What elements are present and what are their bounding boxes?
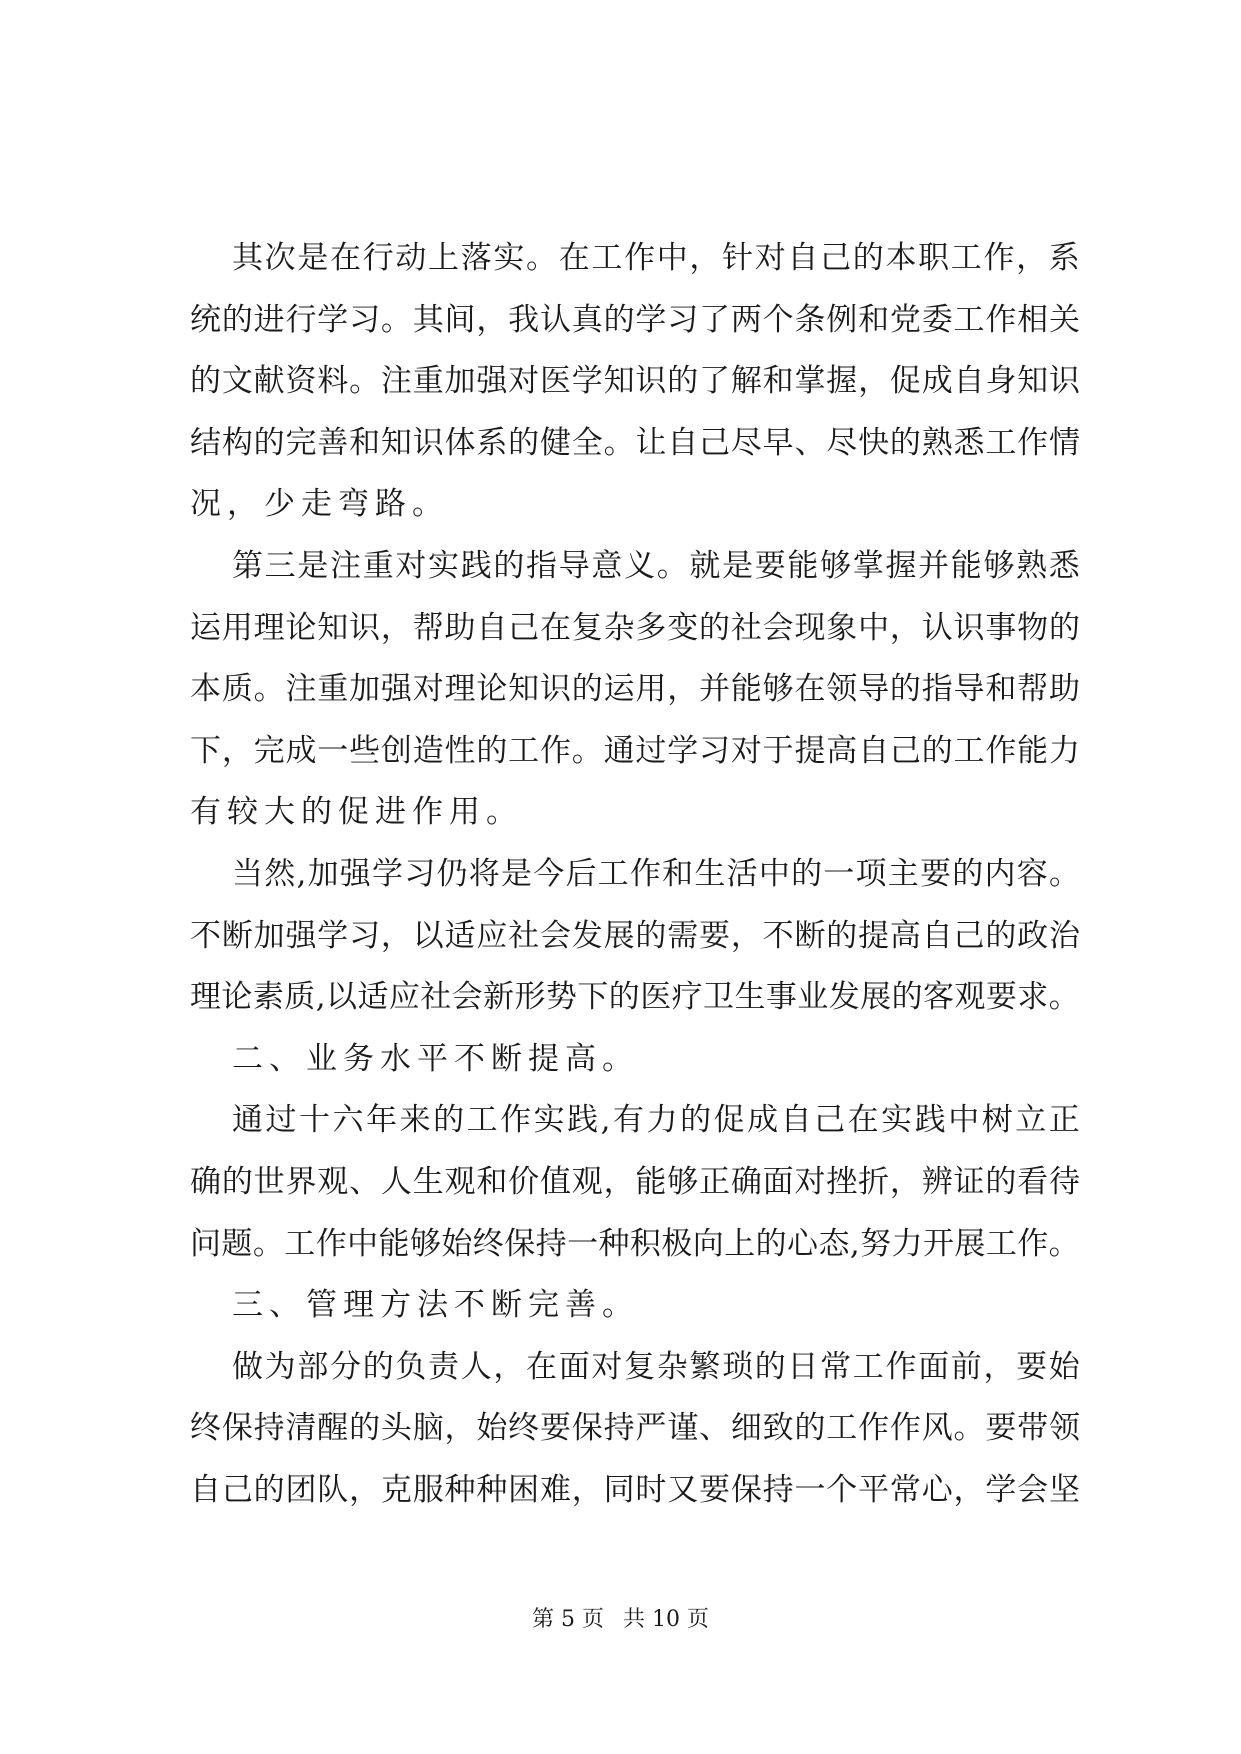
text-line: 自 己 的 团 队 ， 克 服 种 种 困 难 ， 同 时 又 要 保 持 一 个 平 常 心 ， 学 会 坚: [190, 1471, 1080, 1508]
text-line: 结 构 的 完 善 和 知 识 体 系 的 健 全 。 让 自 己 尽 早 、 尽 快 的 熟 悉 工 作 情: [190, 424, 1080, 461]
text-line: 第 三 是 注 重 对 实 践 的 指 导 意 义 。 就 是 要 能 够 掌 握 并 能 够 熟 悉: [232, 547, 1080, 584]
text-line: 确 的 世 界 观 、 人 生 观 和 价 值 观 ， 能 够 正 确 面 对 挫 折 ， 辨 证 的 看 待: [190, 1163, 1080, 1200]
page-total: 共 10 页: [623, 1607, 709, 1632]
text-line: 二、业务水平不断提高。: [232, 1040, 639, 1077]
text-line: 通 过 十 六 年 来 的 工 作 实 践 , 有 力 的 促 成 自 己 在 实 践 中 树 立 正: [232, 1102, 1080, 1139]
text-line: 问 题 。 工 作 中 能 够 始 终 保 持 一 种 积 极 向 上 的 心 态 , 努 力 开 展 工 作 。: [190, 1225, 1080, 1262]
page-number: 第 5 页: [532, 1607, 604, 1632]
text-line: 三、管理方法不断完善。: [232, 1287, 639, 1324]
text-line: 其 次 是 在 行 动 上 落 实 。 在 工 作 中 ， 针 对 自 己 的 本 职 工 作 ， 系: [232, 240, 1080, 276]
text-line: 当 然 , 加 强 学 习 仍 将 是 今 后 工 作 和 生 活 中 的 一 项 主 要 的 内 容 。: [232, 855, 1080, 892]
text-line: 不 断 加 强 学 习 ， 以 适 应 社 会 发 展 的 需 要 ， 不 断 的 提 高 自 己 的 政 治: [190, 917, 1080, 954]
text-line: 终 保 持 清 醒 的 头 脑 ， 始 终 要 保 持 严 谨 、 细 致 的 工 作 作 风 。 要 带 领: [190, 1410, 1080, 1447]
text-line: 况，少走弯路。: [190, 486, 449, 523]
text-line: 的 文 献 资 料 。 注 重 加 强 对 医 学 知 识 的 了 解 和 掌 握 ， 促 成 自 身 知 识: [190, 363, 1080, 400]
text-line: 做 为 部 分 的 负 责 人 ， 在 面 对 复 杂 繁 琐 的 日 常 工 作 面 前 ， 要 始: [232, 1348, 1080, 1385]
text-line: 本 质 。 注 重 加 强 对 理 论 知 识 的 运 用 ， 并 能 够 在 领 导 的 指 导 和 帮 助: [190, 671, 1080, 708]
text-line: 运 用 理 论 知 识 ， 帮 助 自 己 在 复 杂 多 变 的 社 会 现 象 中 ， 认 识 事 物 的: [190, 609, 1080, 646]
text-line: 有较大的促进作用。: [190, 794, 523, 831]
text-line: 理 论 素 质 , 以 适 应 社 会 新 形 势 下 的 医 疗 卫 生 事 业 发 展 的 客 观 要 求 。: [190, 979, 1080, 1016]
body-text: [190, 228, 1080, 1521]
page-footer: [0, 1605, 1241, 1635]
text-line: 下 ， 完 成 一 些 创 造 性 的 工 作 。 通 过 学 习 对 于 提 高 自 己 的 工 作 能 力: [190, 732, 1080, 769]
text-line: 统 的 进 行 学 习 。 其 间 ， 我 认 真 的 学 习 了 两 个 条 例 和 党 委 工 作 相 关: [190, 301, 1080, 338]
